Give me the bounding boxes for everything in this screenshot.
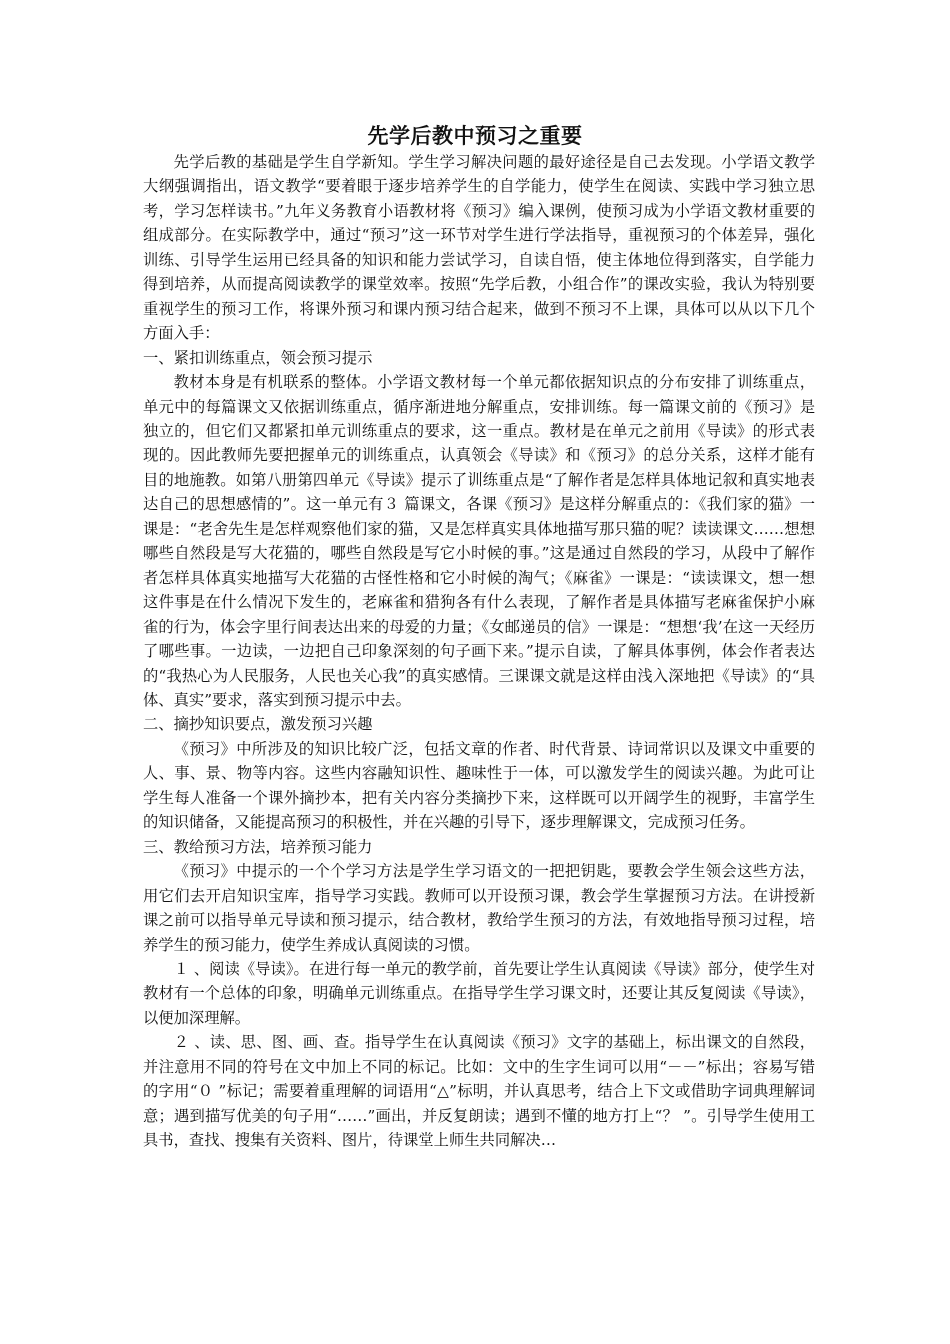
section-heading-1: 一、紧扣训练重点，领会预习提示	[143, 348, 373, 367]
paragraph-section-1: 教材本身是有机联系的整体。小学语文教材每一个单元都依据知识点的分布安排了训练重点，单元中的每篇课文又依据训练重点，循序渐进地分解重点，安排训练。每一篇课文前的《预习》是独立的，但它们又都紧扣单元训练重点的要求，这一重点。教材是在单元之前用《导读》的形式表现的。因此教师先要把握单元的训练重点，认真领会《导读》和《预习》的总分关系，这样才能有目的地施教。如第八册第四单元《导读》提示了训练重点是“了解作者是怎样具体地记叙和真实地表达自己的思想感情的”。这一单元有３ 篇课文，各课《预习》是这样分解重点的：《我们家的猫》一课是：“老舍先生是怎样观察他们家的猫，又是怎样真实具体地描写那只猫的呢？读读课文……想想哪些自然段是写大花猫的，哪些自然段是写它小时候的事。”这是通过自然段的学习，从段中了解作者怎样具体真实地描写大花猫的古怪性格和它小时候的淘气；《麻雀》一课是：“读读课文，想一想这件事是在什么情况下发生的，老麻雀和猎狗各有什么表现，了解作者是具体描写老麻雀保护小麻雀的行为，体会字里行间表达出来的母爱的力量；《女邮递员的信》一课是：“想想‘我’在这一天经历了哪些事。一边读，一边把自己印象深刻的句子画下来。”提示自读，了解具体事例，体会作者表达的“我热心为人民服务，人民也关心我”的真实感情。三课课文就是这样由浅入深地把《导读》的“具体、真实”要求，落实到预习提示中去。	[143, 373, 815, 709]
paragraph-section-3: 《预习》中提示的一个个学习方法是学生学习语文的一把把钥匙，要教会学生领会这些方法，用它们去开启知识宝库，指导学习实践。教师可以开设预习课，教会学生掌握预习方法。在讲授新课之前可以指导单元导读和预习提示，结合教材，教给学生预习的方法，有效地指导预习过程，培养学生的预习能力，使学生养成认真阅读的习惯。	[143, 862, 815, 954]
section-heading-3: 三、教给预习方法，培养预习能力	[143, 837, 373, 856]
paragraph-method-2: ２ 、读、思、图、画、查。指导学生在认真阅读《预习》文字的基础上，标出课文的自然段，并注意用不同的符号在文中加上不同的标记。比如：文中的生字生词可以用“－－”标出；容易写错的字用“０ ”标记；需要着重理解的词语用“△”标明，并认真思考，结合上下文或借助字词典理解词意；遇到描写优美的句子用“……”画出，并反复朗读；遇到不懂的地方打上“？ ”。引导学生使用工具书，查找、搜集有关资料、图片，待课堂上师生共同解决…	[143, 1033, 815, 1150]
paragraph-method-1: １ 、阅读《导读》。在进行每一单元的教学前，首先要让学生认真阅读《导读》部分，使学生对教材有一个总体的印象，明确单元训练重点。在指导学生学习课文时，还要让其反复阅读《导读》，以便加深理解。	[143, 959, 815, 1027]
paragraph-intro: 先学后教的基础是学生自学新知。学生学习解决问题的最好途径是自己去发现。小学语文教学大纲强调指出，语文教学“要着眼于逐步培养学生的自学能力，使学生在阅读、实践中学习独立思考，学习怎样读书。”九年义务教育小语教材将《预习》编入课例，使预习成为小学语文教材重要的组成部分。在实际教学中，通过“预习”这一环节对学生进行学法指导，重视预习的个体差异，强化训练、引导学生运用已经具备的知识和能力尝试学习，自读自悟，使主体地位得到落实，自学能力得到培养，从而提高阅读教学的课堂效率。按照“先学后教，小组合作”的课改实验，我认为特别要重视学生的预习工作，将课外预习和课内预习结合起来，做到不预习不上课，具体可以从以下几个方面入手：	[143, 153, 815, 343]
document-title: 先学后教中预习之重要	[367, 124, 583, 148]
document-body	[143, 150, 815, 1153]
section-heading-2: 二、摘抄知识要点，激发预习兴趣	[143, 715, 373, 734]
paragraph-section-2: 《预习》中所涉及的知识比较广泛，包括文章的作者、时代背景、诗词常识以及课文中重要的人、事、景、物等内容。这些内容融知识性、趣味性于一体，可以激发学生的阅读兴趣。为此可让学生每人准备一个课外摘抄本，把有关内容分类摘抄下来，这样既可以开阔学生的视野，丰富学生的知识储备，又能提高预习的积极性，并在兴趣的引导下，逐步理解课文，完成预习任务。	[143, 739, 815, 832]
